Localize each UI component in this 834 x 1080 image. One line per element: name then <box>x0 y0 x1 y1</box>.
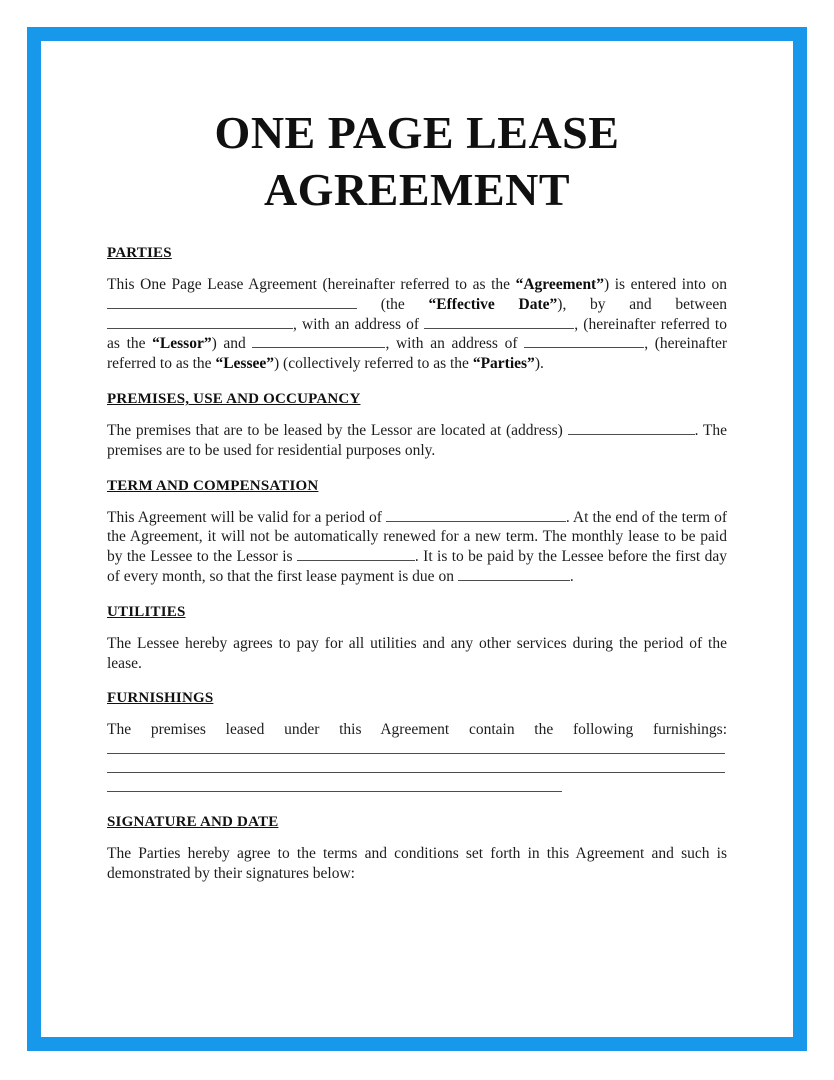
section-body-furnishings <box>107 720 727 797</box>
blank-field <box>568 421 695 435</box>
section-heading-furnishings: FURNISHINGS <box>107 690 214 707</box>
section-heading-term: TERM AND COMPENSATION <box>107 477 319 494</box>
blank-field <box>107 295 357 309</box>
section-heading-utilities: UTILITIES <box>107 603 186 620</box>
section-heading-parties: PARTIES <box>107 245 172 262</box>
document-content <box>107 104 727 884</box>
bold-defined-term: “Parties” <box>472 355 535 373</box>
bold-defined-term: “Effective Date” <box>428 295 558 313</box>
blank-field <box>297 547 415 561</box>
blank-field <box>524 334 644 348</box>
section-body-utilities <box>107 634 727 674</box>
bold-defined-term: “Agreement” <box>515 276 604 294</box>
blank-field <box>107 759 725 773</box>
section-term-and-compensation <box>107 478 727 587</box>
document-title-line-1: ONE PAGE LEASE <box>214 107 620 158</box>
document-title-line-2: AGREEMENT <box>263 164 571 216</box>
blank-field <box>386 508 566 522</box>
document-title <box>107 104 727 218</box>
section-body-parties <box>107 275 727 374</box>
blank-write-in-line <box>107 778 727 797</box>
blank-field <box>424 315 574 329</box>
bold-defined-term: “Lessor” <box>152 335 212 353</box>
paragraph: The premises leased under this Agreement contain the following furnishings: <box>107 721 727 739</box>
blank-field <box>458 567 570 581</box>
paragraph: The Lessee hereby agrees to pay for all utilities and any other services during the period of the lease. <box>107 634 727 672</box>
section-heading-signature: SIGNATURE AND DATE <box>107 814 279 831</box>
section-body-premises <box>107 421 727 461</box>
blank-field <box>107 315 293 329</box>
section-furnishings <box>107 690 727 797</box>
bold-defined-term: “Lessee” <box>215 355 274 373</box>
section-signature-and-date <box>107 814 727 884</box>
blank-field <box>252 334 385 348</box>
section-body-signature <box>107 844 727 884</box>
section-body-term <box>107 508 727 587</box>
blank-field <box>107 778 562 792</box>
section-utilities <box>107 604 727 674</box>
section-premises-use-and-occupancy <box>107 391 727 461</box>
paragraph: This One Page Lease Agreement (hereinafter referred to as the “Agreement”) is entered into on (the “Effective Date”), by and between , with an address of , (hereinafter referred to as the “Lessor”) and , with an address of , (hereinafter referred to as the “Lessee”) (collectively referred to as the “Parties”). <box>107 276 727 373</box>
blank-write-in-line <box>107 740 727 759</box>
section-heading-premises: PREMISES, USE AND OCCUPANCY <box>107 391 361 408</box>
blank-field <box>107 740 725 754</box>
paragraph: The Parties hereby agree to the terms and conditions set forth in this Agreement and such is demonstrated by their signatures below: <box>107 845 727 883</box>
section-parties <box>107 245 727 374</box>
paragraph: The premises that are to be leased by the Lessor are located at (address) . The premises are to be used for residential purposes only. <box>107 422 727 459</box>
blank-write-in-line <box>107 759 727 778</box>
paragraph: This Agreement will be valid for a period of . At the end of the term of the Agreement, it will not be automatically renewed for a new term. The monthly lease to be paid by the Lessee to the Lessor is . It is to be paid by the Lessee before the first day of every month, so that the first lease payment is due on . <box>107 508 727 586</box>
